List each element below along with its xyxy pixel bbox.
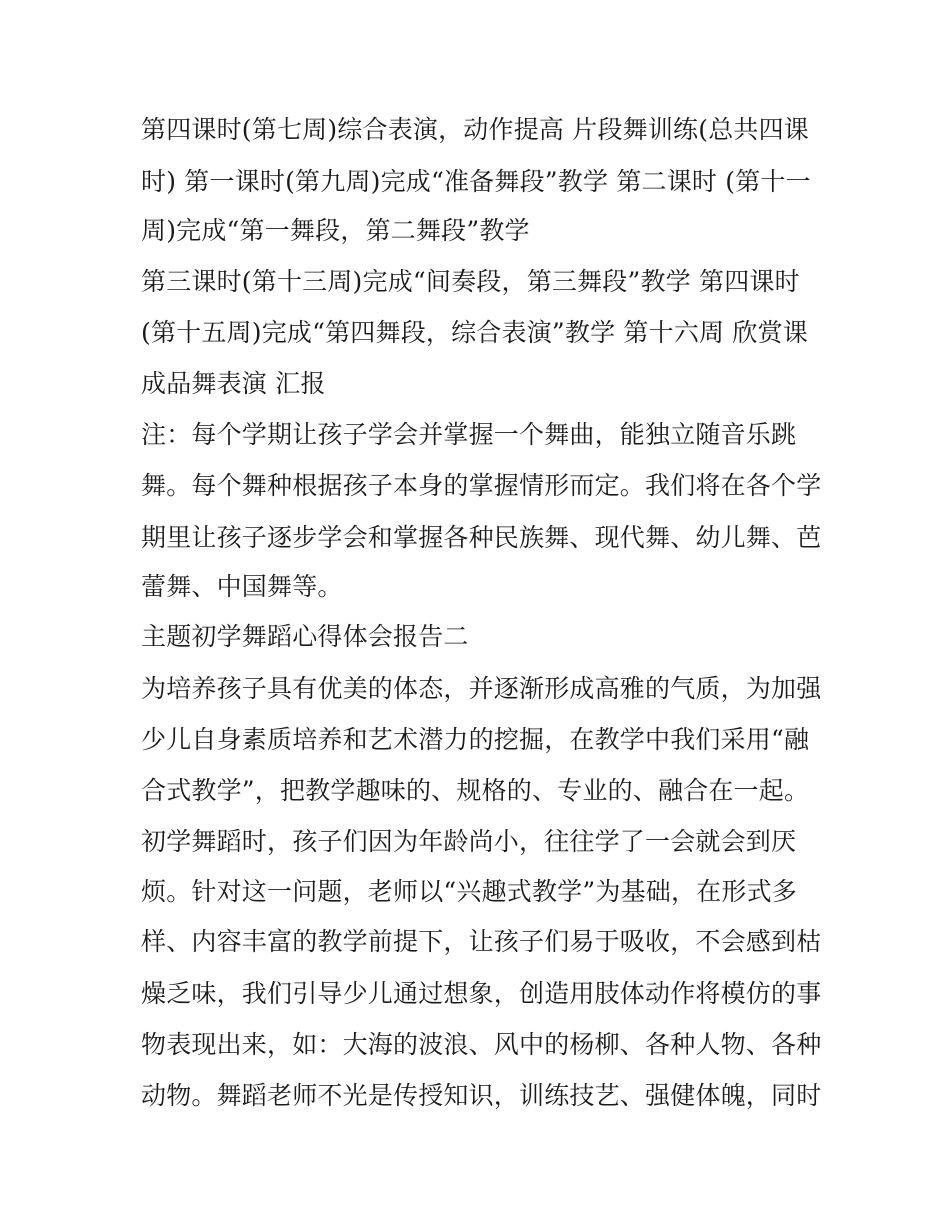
text-line: 初学舞蹈时，孩子们因为年龄尚小，往往学了一会就会到厌: [141, 827, 797, 856]
text-line: 蕾舞、中国舞等。: [141, 572, 343, 601]
text-line: 第三课时(第十三周)完成“间奏段，第三舞段”教学 第四课时: [141, 267, 800, 296]
text-line: 烦。针对这一问题，老师以“兴趣式教学”为基础，在形式多: [141, 877, 797, 906]
text-line: 少儿自身素质培养和艺术潜力的挖掘，在教学中我们采用“融: [141, 725, 810, 754]
text-line: 时) 第一课时(第九周)完成“准备舞段”教学 第二课时 (第十一: [141, 167, 811, 196]
text-line: 注：每个学期让孩子学会并掌握一个舞曲，能独立随音乐跳: [141, 420, 797, 449]
text-line: 动物。舞蹈老师不光是传授知识，训练技艺、强健体魄，同时: [141, 1081, 822, 1110]
text-line: 周)完成“第一舞段，第二舞段”教学: [141, 216, 530, 245]
text-line: 舞。每个舞种根据孩子本身的掌握情形而定。我们将在各个学: [141, 471, 822, 500]
text-line: 样、内容丰富的教学前提下，让孩子们易于吸收，不会感到枯: [141, 927, 822, 956]
text-line: 合式教学”，把教学趣味的、规格的、专业的、融合在一起。: [141, 776, 810, 805]
text-line: 成品舞表演 汇报: [141, 369, 326, 398]
section-heading: 主题初学舞蹈心得体会报告二: [141, 622, 469, 651]
text-line: 为培养孩子具有优美的体态，并逐渐形成高雅的气质，为加强: [141, 674, 822, 703]
text-line: (第十五周)完成“第四舞段，综合表演”教学 第十六周 欣赏课: [141, 318, 808, 347]
text-line: 燥乏味，我们引导少儿通过想象，创造用肢体动作将模仿的事: [141, 979, 822, 1008]
text-line: 期里让孩子逐步学会和掌握各种民族舞、现代舞、幼儿舞、芭: [141, 523, 822, 552]
text-line: 物表现出来，如：大海的波浪、风中的杨柳、各种人物、各种: [141, 1030, 822, 1059]
text-line: 第四课时(第七周)综合表演，动作提高 片段舞训练(总共四课: [141, 115, 810, 144]
